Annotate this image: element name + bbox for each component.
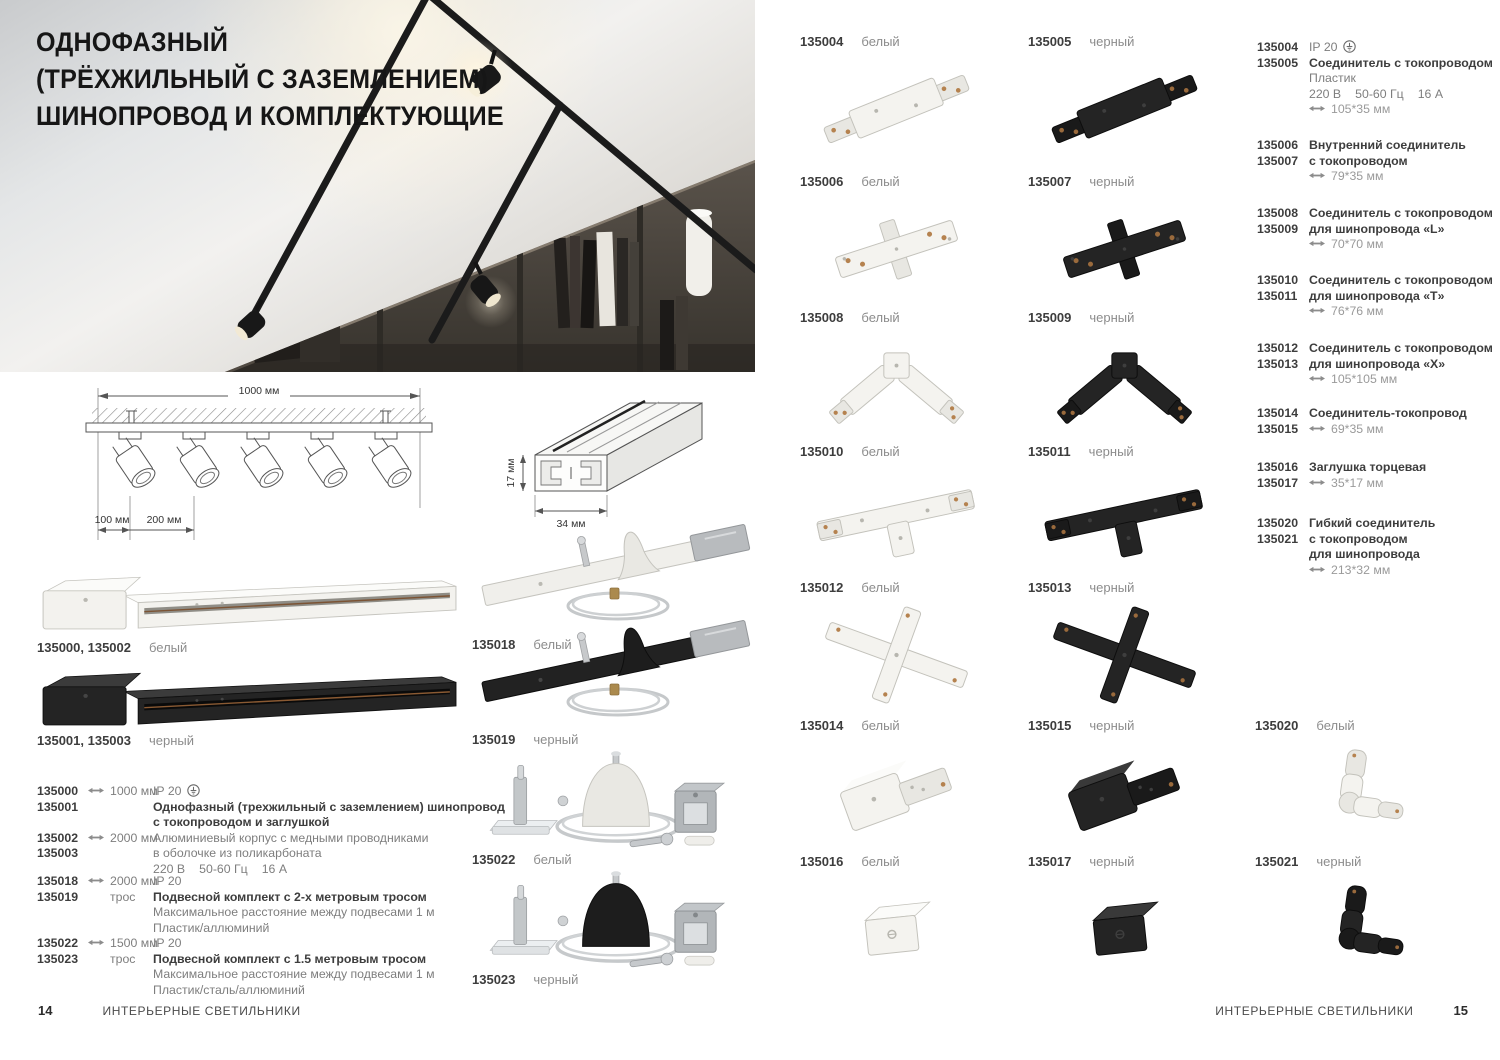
article-number: 135009 <box>1028 310 1072 325</box>
grounding-icon <box>1343 40 1356 53</box>
spec-block-135012: 135012 135013 Соединитель с токопроводом для шинопровода «Х» 105*105 мм <box>1257 341 1493 386</box>
page-number: 15 <box>1453 1003 1468 1018</box>
spec-block-135020: 135020 135021 Гибкий соединитель с токопроводом для шинопровода 213*32 мм <box>1257 516 1436 577</box>
spec-block-135010: 135010 135011 Соединитель с токопроводом для шинопровода «Т» 76*76 мм <box>1257 273 1493 318</box>
product-cell-135016 <box>800 854 1010 979</box>
article-number: 135014 <box>800 718 844 733</box>
power-feed-white-image <box>804 743 989 843</box>
connector-straight-white-image <box>804 59 989 159</box>
power-feed-black-image <box>1032 743 1217 843</box>
article-number: 135019 <box>472 732 516 747</box>
dim-profile-height: 17 мм <box>505 458 517 488</box>
color-label: черный <box>533 732 579 747</box>
connector-X-black-image <box>1032 605 1217 705</box>
track-dimension-drawing <box>28 378 458 548</box>
product-cell-135011 <box>1028 444 1238 569</box>
product-cell-135008 <box>800 310 1010 435</box>
product-cell-135020 <box>1255 718 1465 843</box>
kit-15m-black-label <box>472 972 578 987</box>
color-label: белый <box>861 310 900 325</box>
color-label: черный <box>1089 34 1135 49</box>
dim-spacing: 200 мм <box>146 514 182 526</box>
color-label: белый <box>533 852 572 867</box>
length-arrow-icon <box>1309 374 1325 383</box>
article-number: 135011 <box>1028 444 1071 459</box>
dim-profile-width: 34 мм <box>556 518 586 530</box>
article-number: 135010 <box>800 444 844 459</box>
spec-block-kit-15m: 135022 135023 1500 мм трос IP 20 Подвесной комплект с 1.5 метровым тросом Максимальное расстояние между подвесами 1 м Пластик/сталь/аллюминий <box>37 936 435 997</box>
section-title: ИНТЕРЬЕРНЫЕ СВЕТИЛЬНИКИ <box>1215 1004 1414 1018</box>
color-label: черный <box>1089 174 1135 189</box>
article-number: 135006 <box>800 174 844 189</box>
footer-left <box>38 1003 301 1018</box>
length-arrow-icon <box>1309 171 1325 180</box>
article-number: 135001, 135003 <box>37 733 131 748</box>
spec-block-135016: 135016 135017 Заглушка торцевая 35*17 мм <box>1257 460 1427 490</box>
color-label: черный <box>1089 310 1135 325</box>
article-number: 135000, 135002 <box>37 640 131 655</box>
connector-T-black-image <box>1032 469 1217 569</box>
color-label: белый <box>861 854 900 869</box>
product-cell-135007 <box>1028 174 1238 299</box>
kit-15m-black-image <box>470 860 760 968</box>
product-cell-135015 <box>1028 718 1238 843</box>
footer-right <box>1215 1003 1468 1018</box>
dim-offset: 100 мм <box>94 514 130 526</box>
dim-total: 1000 мм <box>238 385 280 397</box>
product-cell-135014 <box>800 718 1010 843</box>
product-cell-135009 <box>1028 310 1238 435</box>
spec-block-135014: 135014 135015 Соединитель-токопровод 69*35 мм <box>1257 406 1467 436</box>
connector-X-white-image <box>804 605 989 705</box>
page-title: ОДНОФАЗНЫЙ (ТРЁХЖИЛЬНЫЙ С ЗАЗЕМЛЕНИЕМ) ШИНОПРОВОД И КОМПЛЕКТУЮЩИЕ <box>36 27 504 131</box>
spec-block-135006: 135006 135007 Внутренний соединитель с токопроводом 79*35 мм <box>1257 138 1466 183</box>
article-number: 135008 <box>800 310 844 325</box>
rail-black-label <box>37 733 194 748</box>
color-label: черный <box>1089 854 1135 869</box>
connector-L-black-image <box>1032 335 1217 435</box>
product-cell-135013 <box>1028 580 1238 705</box>
article-number: 135005 <box>1028 34 1072 49</box>
product-cell-135021 <box>1255 854 1465 979</box>
article-number: 135007 <box>1028 174 1072 189</box>
color-label: черный <box>1089 580 1135 595</box>
length-arrow-icon <box>88 876 104 885</box>
connector-internal-white-image <box>804 199 989 299</box>
length-arrow-icon <box>1309 478 1325 487</box>
color-label: черный <box>1089 718 1135 733</box>
page-number: 14 <box>38 1003 53 1018</box>
connector-T-white-image <box>804 469 989 569</box>
spec-lengths: 1000 мм 2000 мм <box>88 784 158 846</box>
article-number: 135017 <box>1028 854 1072 869</box>
product-cell-135017 <box>1028 854 1238 979</box>
color-label: черный <box>533 972 579 987</box>
product-cell-135006 <box>800 174 1010 299</box>
flex-connector-black-image <box>1259 879 1439 979</box>
article-number: 135016 <box>800 854 844 869</box>
length-arrow-icon <box>88 938 104 947</box>
flex-connector-white-image <box>1259 743 1439 843</box>
spec-block-135004: 135004 135005 IP 20 Соединитель с токопроводом Пластик 220 В 50-60 Гц 16 А 105*35 мм <box>1257 40 1493 116</box>
article-number: 135023 <box>472 972 516 987</box>
connector-straight-black-image <box>1032 59 1217 159</box>
article-number: 135012 <box>800 580 844 595</box>
spec-articles: 135000 135001 135002 135003 <box>37 784 79 860</box>
rail-white-label <box>37 640 187 655</box>
end-cap-black-image <box>1032 879 1217 979</box>
article-number: 135013 <box>1028 580 1072 595</box>
track-profile-drawing <box>505 385 710 535</box>
spec-description: IP 20 Однофазный (трехжильный с заземлением) шинопровод с токопроводом и заглушкой Алюминиевый корпус с медными проводниками в оболочке из поликарбоната 220 В 50-60 Гц 16 А <box>153 784 505 876</box>
kit-2m-white-image <box>468 524 763 624</box>
end-cap-white-image <box>804 879 989 979</box>
length-arrow-icon <box>88 786 104 795</box>
article-number: 135004 <box>800 34 844 49</box>
color-label: белый <box>861 580 900 595</box>
color-label: черный <box>1088 444 1134 459</box>
section-title: ИНТЕРЬЕРНЫЕ СВЕТИЛЬНИКИ <box>102 1004 301 1018</box>
length-arrow-icon <box>1309 104 1325 113</box>
length-arrow-icon <box>1309 239 1325 248</box>
length-arrow-icon <box>88 833 104 842</box>
color-label: черный <box>148 733 195 748</box>
article-number: 135015 <box>1028 718 1072 733</box>
kit-2m-black-image <box>468 620 763 720</box>
length-arrow-icon <box>1309 306 1325 315</box>
length-arrow-icon <box>1309 565 1325 574</box>
article-number: 135018 <box>472 637 516 652</box>
article-number: 135022 <box>472 852 516 867</box>
product-cell-135012 <box>800 580 1010 705</box>
rail-white-image <box>35 570 460 638</box>
product-cell-135005 <box>1028 34 1238 159</box>
product-cell-135010 <box>800 444 1010 569</box>
kit-15m-white-image <box>470 740 760 848</box>
color-label: белый <box>861 174 900 189</box>
color-label: белый <box>861 34 900 49</box>
spotlight-symbols <box>109 432 415 491</box>
connector-L-white-image <box>804 335 989 435</box>
product-cell-135004 <box>800 34 1010 159</box>
spec-block-kit-2m: 135018 135019 2000 мм трос IP 20 Подвесной комплект с 2-х метровым тросом Максимальное расстояние между подвесами 1 м Пластик/аллюминий <box>37 874 435 935</box>
spec-block-135008: 135008 135009 Соединитель с токопроводом для шинопровода «L» 70*70 мм <box>1257 206 1493 251</box>
color-label: белый <box>148 640 188 655</box>
color-label: белый <box>533 637 572 652</box>
color-label: белый <box>861 718 900 733</box>
article-number: 135020 <box>1255 718 1299 733</box>
length-arrow-icon <box>1309 424 1325 433</box>
connector-internal-black-image <box>1032 199 1217 299</box>
article-number: 135021 <box>1255 854 1299 869</box>
rail-black-image <box>35 666 460 734</box>
color-label: белый <box>1316 718 1355 733</box>
grounding-icon <box>187 784 200 797</box>
color-label: черный <box>1316 854 1362 869</box>
color-label: белый <box>861 444 900 459</box>
